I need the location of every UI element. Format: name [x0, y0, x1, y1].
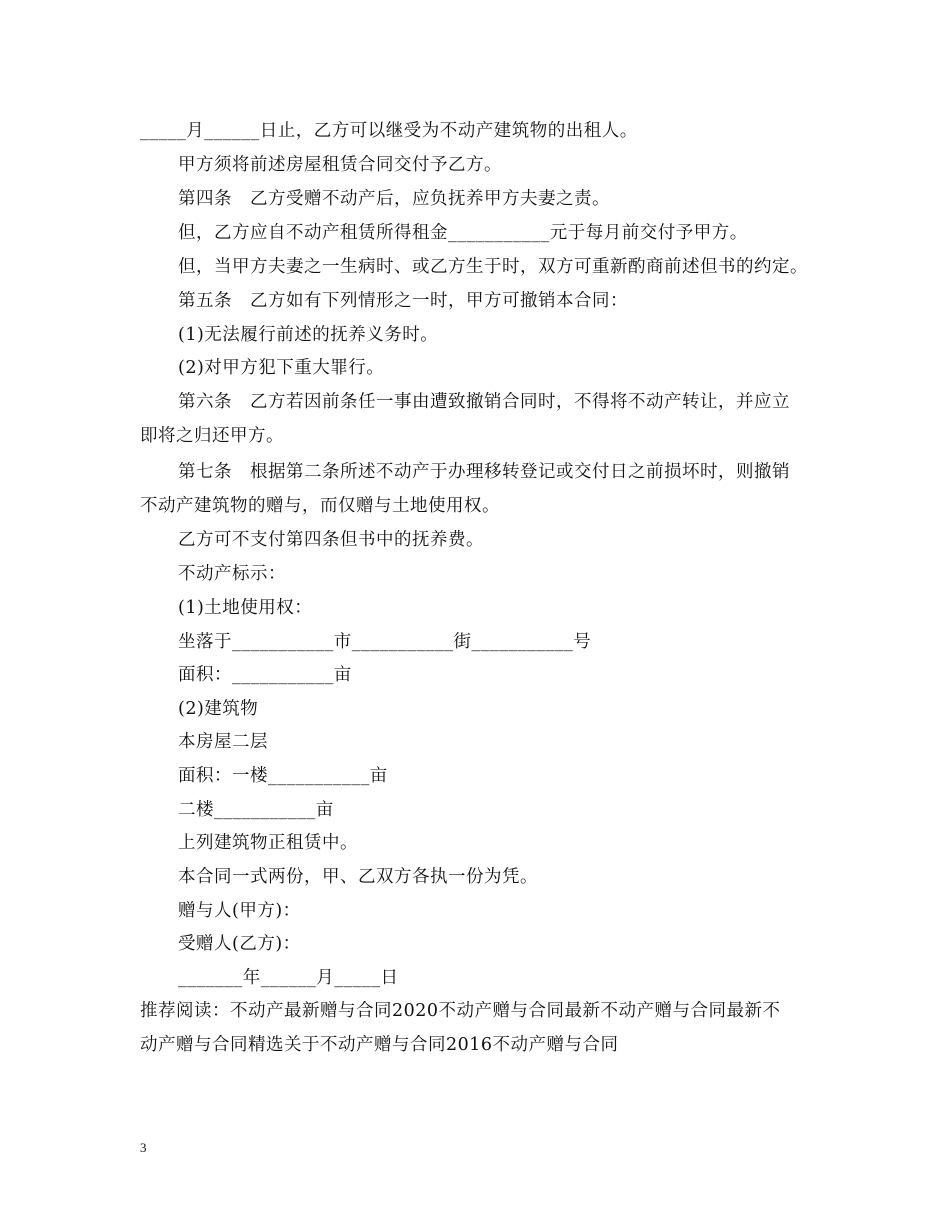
- text-line: (1)无法履行前述的抚养义务时。: [178, 325, 439, 345]
- text-line: 不动产建筑物的赠与，而仅赠与土地使用权。: [140, 496, 500, 516]
- text-line: 二楼___________亩: [178, 800, 334, 820]
- text-line: 不动产标示：: [178, 564, 286, 584]
- text-line: 第七条 根据第二条所述不动产于办理移转登记或交付日之前损坏时，则撤销: [178, 462, 790, 482]
- text-line: _____月______日止，乙方可以继受为不动产建筑物的出租人。: [140, 121, 638, 141]
- text-line: 赠与人(甲方)：: [178, 901, 301, 921]
- text-line: 本合同一式两份，甲、乙双方各执一份为凭。: [178, 867, 538, 887]
- recommended-reading: 推荐阅读：不动产最新赠与合同2020不动产赠与合同最新不动产赠与合同最新不: [140, 1001, 781, 1021]
- text-line: 面积：一楼___________亩: [178, 766, 388, 786]
- text-line: 上列建筑物正租赁中。: [178, 833, 358, 853]
- text-line: 但，乙方应自不动产租赁所得租金___________元于每月前交付予甲方。: [178, 223, 748, 243]
- text-line: 第四条 乙方受赠不动产后，应负抚养甲方夫妻之责。: [178, 189, 610, 209]
- text-line: (2)对甲方犯下重大罪行。: [178, 358, 385, 378]
- text-line: 面积：___________亩: [178, 665, 352, 685]
- text-line: 本房屋二层: [178, 732, 268, 752]
- text-line: 甲方须将前述房屋租赁合同交付予乙方。: [178, 155, 502, 175]
- text-line: 第五条 乙方如有下列情形之一时，甲方可撤销本合同：: [178, 291, 628, 311]
- recommended-reading: 动产赠与合同精选关于不动产赠与合同2016不动产赠与合同: [140, 1035, 619, 1055]
- text-line: (1)土地使用权：: [178, 598, 313, 618]
- text-line: 坐落于___________市___________街___________号: [178, 632, 592, 652]
- text-line: (2)建筑物: [178, 699, 259, 719]
- text-line: _______年______月_____日: [178, 968, 399, 988]
- text-line: 即将之归还甲方。: [140, 426, 284, 446]
- text-line: 受赠人(乙方)：: [178, 934, 301, 954]
- text-line: 但，当甲方夫妻之一生病时、或乙方生于时，双方可重新酌商前述但书的约定。: [178, 257, 808, 277]
- text-line: 第六条 乙方若因前条任一事由遭致撤销合同时，不得将不动产转让，并应立: [178, 392, 790, 412]
- text-line: 乙方可不支付第四条但书中的抚养费。: [178, 530, 484, 550]
- page-number: 3: [140, 1140, 147, 1155]
